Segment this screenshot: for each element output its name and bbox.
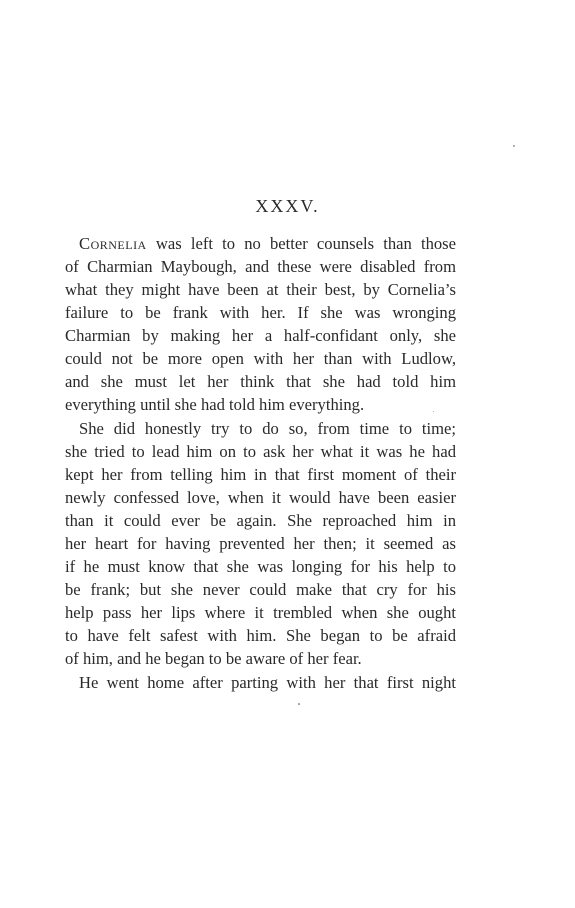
paper-speck xyxy=(298,703,300,705)
opening-word: Cornelia xyxy=(79,234,147,253)
text-line-15: if he must know that she was longing for his help to xyxy=(65,557,456,576)
text-line-4: failure to be frank with her. If she was wronging xyxy=(65,303,456,322)
text-line-2: of Charmian Maybough, and these were disabled from xyxy=(65,257,456,276)
text-line-7: and she must let her think that she had told him xyxy=(65,372,456,391)
text-line-3: what they might have been at their best, by Cornelia’s xyxy=(65,280,456,299)
text-line-1 xyxy=(79,233,456,255)
text-line-10: she tried to lead him on to ask her what it was he had xyxy=(65,442,456,461)
chapter-heading: XXXV. xyxy=(255,196,320,216)
text-line-14: her heart for having prevented her then; it seemed as xyxy=(65,534,456,553)
text-line-11: kept her from telling him in that first moment of their xyxy=(65,465,456,484)
text-line-17: help pass her lips where it trembled when she ought xyxy=(65,603,456,622)
text-line-5: Charmian by making her a half-confidant only, she xyxy=(65,326,456,345)
text-line-18: to have felt safest with him. She began to be afraid xyxy=(65,626,456,645)
text-line-13: than it could ever be again. She reproached him in xyxy=(65,511,456,530)
text-line-19: of him, and he began to be aware of her fear. xyxy=(65,649,362,668)
text-line-9: She did honestly try to do so, from time to time; xyxy=(79,419,456,438)
paper-speck xyxy=(513,145,515,147)
text-line-6: could not be more open with her than with Ludlow, xyxy=(65,349,456,368)
paper-speck xyxy=(433,411,434,412)
text-line-8: everything until she had told him everything. xyxy=(65,395,365,414)
text-line-12: newly confessed love, when it would have been easier xyxy=(65,488,456,507)
text-line-20: He went home after parting with her that first night xyxy=(79,673,456,692)
text-line-16: be frank; but she never could make that cry for his xyxy=(65,580,456,599)
line-1-rest: was left to no better counsels than those xyxy=(146,234,456,253)
